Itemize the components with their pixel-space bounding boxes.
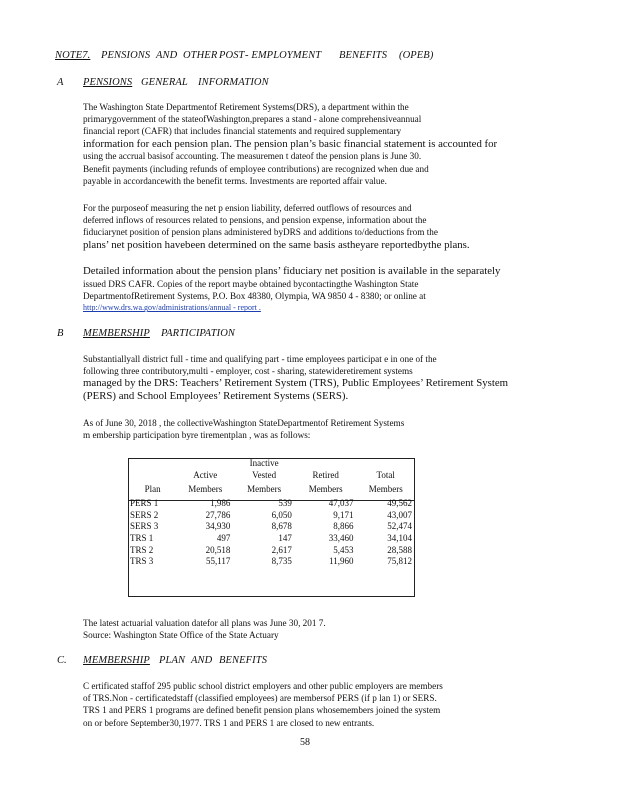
table-header-row	[128, 481, 415, 495]
total-cell: 28,588	[387, 544, 412, 555]
title-word: BENEFITS	[219, 655, 268, 666]
text-line: Benefit payments (including refunds of employee contributions) are recognized when due and	[83, 163, 429, 174]
active-cell: 20,518	[205, 544, 231, 555]
note-word: AND	[156, 50, 178, 61]
section-a-paragraph-3	[83, 265, 543, 314]
header-cell	[128, 458, 177, 470]
valuation-note	[83, 617, 543, 641]
section-a-paragraph-2	[83, 202, 543, 251]
table-row	[128, 521, 415, 533]
section-a-paragraph-1	[83, 101, 543, 187]
header-cell: Members	[368, 483, 403, 494]
header-cell	[177, 458, 233, 470]
section-a-title	[83, 77, 383, 88]
header-cell: Members	[188, 483, 223, 494]
inactive-cell: 539	[278, 498, 292, 509]
section-b-letter: B	[57, 328, 64, 339]
note-word: OTHER	[183, 50, 218, 61]
plan-cell: TRS 1	[130, 532, 154, 543]
header-cell	[295, 458, 357, 470]
text-line: issued DRS CAFR. Copies of the report maybe obtained bycontactingthe Washington State	[83, 278, 419, 289]
header-cell: Active	[193, 469, 218, 480]
header-cell: Members	[247, 483, 282, 494]
header-cell: Plan	[144, 483, 161, 494]
inactive-cell: 2,617	[271, 544, 292, 555]
active-cell: 34,930	[205, 521, 231, 532]
active-cell: 27,786	[205, 509, 231, 520]
plan-cell: SERS 3	[130, 521, 159, 532]
section-c-letter: C.	[57, 655, 67, 666]
title-word: INFORMATION	[198, 77, 269, 88]
text-line: information for each pension plan. The pension plan’s basic financial statement is accounted for	[83, 137, 498, 150]
header-cell: Total	[376, 469, 395, 480]
active-cell: 1,986	[210, 498, 231, 509]
annual-report-link[interactable]: http://www.drs.wa.gov/administrations/annual - report .	[83, 303, 261, 313]
note-word: BENEFITS	[339, 50, 388, 61]
retired-cell: 33,460	[328, 532, 354, 543]
text-line: m embership participation byre tirementplan , was as follows:	[83, 430, 311, 441]
total-cell: 34,104	[387, 532, 412, 543]
text-line: following three contributory,multi - employer, cost - sharing, statewideretirement systems	[83, 366, 413, 377]
title-word: PARTICIPATION	[161, 328, 236, 339]
title-word: MEMBERSHIP	[83, 655, 150, 666]
text-line: payable in accordancewith the benefit terms. Investments are reported affair value.	[83, 175, 387, 186]
retired-cell: 8,866	[333, 521, 354, 532]
text-line: Substantiallyall district full - time and qualifying part - time employees participat e in one of the	[83, 354, 437, 364]
section-a-letter: A	[57, 77, 64, 88]
note-word: POST	[219, 50, 245, 61]
text-line: The latest actuarial valuation datefor all plans was June 30, 201 7.	[83, 618, 326, 628]
header-cell: Inactive	[249, 458, 279, 468]
title-word: AND	[191, 655, 213, 666]
title-word: MEMBERSHIP	[83, 328, 150, 339]
total-cell: 75,812	[387, 556, 412, 567]
retired-cell: 47,037	[328, 498, 354, 509]
section-b-paragraph-1	[83, 353, 543, 403]
text-line: using the accrual basisof accounting. The measuremen t dateof the pension plans is June 30.	[83, 151, 422, 162]
title-word: PLAN	[159, 655, 186, 666]
section-c-title	[83, 655, 383, 666]
header-cell: Members	[308, 483, 343, 494]
text-line: fiduciarynet position of pension plans administered byDRS and additions to/deductions from the	[83, 227, 438, 238]
active-cell: 55,117	[205, 556, 231, 567]
table-row	[128, 510, 415, 522]
section-b-paragraph-2	[83, 417, 543, 441]
inactive-cell: 6,050	[271, 509, 292, 520]
text-line: The Washington State Departmentof Retirement Systems(DRS), a department within the	[83, 102, 409, 112]
plan-cell: TRS 3	[130, 556, 154, 567]
note-label: NOTE7.	[55, 50, 91, 61]
text-line: (PERS) and School Employees’ Retirement Systems (SERS).	[83, 390, 349, 403]
inactive-cell: 147	[278, 532, 292, 543]
text-line: C ertificated staffof 295 public school district employers and other public employers are members	[83, 681, 443, 691]
text-line: For the purposeof measuring the net p ension liability, deferred outflows of resources and	[83, 203, 412, 213]
total-cell: 43,007	[387, 509, 412, 520]
retired-cell: 11,960	[329, 556, 354, 567]
header-cell: Vested	[252, 469, 277, 480]
table-row	[128, 498, 415, 510]
header-cell	[128, 470, 177, 482]
text-line: Source: Washington State Office of the State Actuary	[83, 630, 279, 641]
table-row	[128, 556, 415, 568]
table-header-row	[128, 470, 415, 482]
plan-cell: SERS 2	[130, 509, 159, 520]
text-line: of TRS.Non - certificatedstaff (classified employees) are membersof PERS (if p lan 1) or SERS.	[83, 693, 437, 704]
table-row	[128, 545, 415, 557]
section-b-title	[83, 328, 383, 339]
inactive-cell: 8,735	[271, 556, 292, 567]
text-line: plans’ net position havebeen determined on the same basis astheyare reportedbythe plans.	[83, 238, 470, 251]
total-cell: 52,474	[387, 521, 412, 532]
inactive-cell: 8,678	[271, 521, 292, 532]
header-cell: Retired	[312, 469, 339, 480]
title-word: PENSIONS	[83, 77, 133, 88]
note-word: PENSIONS	[101, 50, 151, 61]
plan-cell: PERS 1	[130, 498, 159, 509]
text-line: financial report (CAFR) that includes financial statements and required supplementary	[83, 126, 402, 137]
text-line: on or before September30,1977. TRS 1 and PERS 1 are closed to new entrants.	[83, 717, 375, 728]
text-line: Detailed information about the pension plans’ fiduciary net position is available in the separately	[83, 265, 501, 277]
note-word: (OPEB)	[399, 50, 434, 61]
membership-table	[128, 458, 415, 568]
header-cell	[356, 458, 415, 470]
page-number: 58	[300, 737, 310, 748]
note-word: - EMPLOYMENT	[245, 50, 322, 61]
section-c-paragraph-1	[83, 680, 543, 729]
text-line: managed by the DRS: Teachers’ Retirement System (TRS), Public Employees’ Retirement System	[83, 377, 509, 390]
retired-cell: 9,171	[333, 509, 354, 520]
text-line: DepartmentofRetirement Systems, P.O. Box 48380, Olympia, WA 9850 4 - 8380; or online at	[83, 291, 426, 301]
title-word: GENERAL	[141, 77, 188, 88]
text-line: As of June 30, 2018 , the collectiveWashington StateDepartmentof Retirement Systems	[83, 418, 405, 428]
table-header-row	[128, 458, 415, 470]
text-line: deferred inflows of resources related to pensions, and pension expense, information about the	[83, 215, 427, 226]
plan-cell: TRS 2	[130, 544, 154, 555]
retired-cell: 5,453	[333, 544, 354, 555]
table-row	[128, 533, 415, 545]
note-heading	[55, 50, 555, 61]
text-line: TRS 1 and PERS 1 programs are defined benefit pension plans whosemembers joined the system	[83, 705, 441, 716]
total-cell: 49,562	[387, 498, 412, 509]
text-line: primarygovernment of the stateofWashington,prepares a stand - alone comprehensiveannual	[83, 114, 422, 125]
active-cell: 497	[216, 532, 231, 543]
